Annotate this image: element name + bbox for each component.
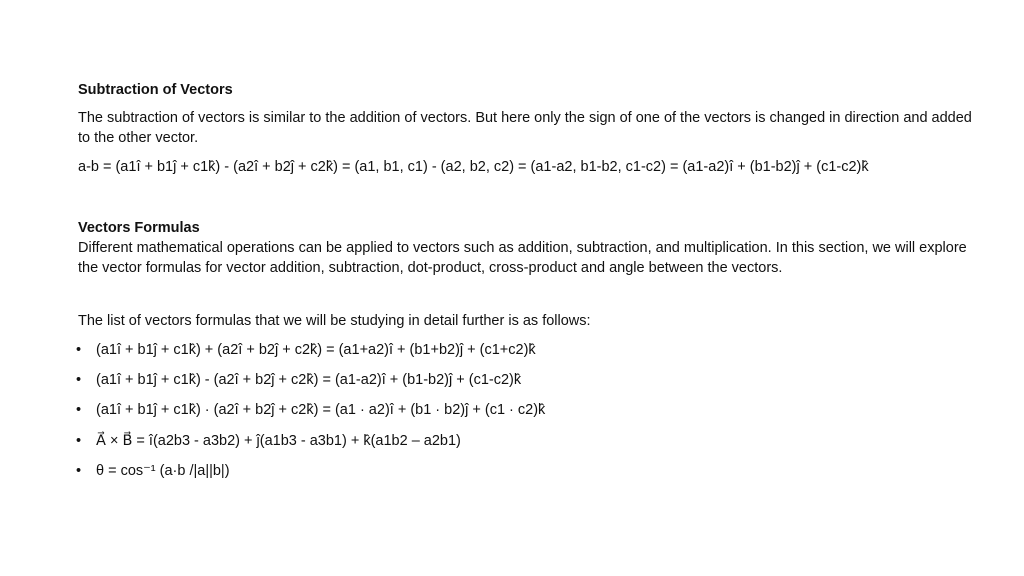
- list-item-text: θ = cos⁻¹ (a·b /|a||b|): [96, 463, 230, 479]
- bullet-glyph: •: [76, 342, 82, 358]
- list-item-text: (a1î + b1ĵ + c1k̂) + (a2î + b2ĵ + c2k̂) = (a1+a2)î + (b1+b2)ĵ + (c1+c2)k̂: [96, 342, 536, 358]
- list-item-text: A⃗ × B⃗ = î(a2b3 - a3b2) + ĵ(a1b3 - a3b1) + k̂(a1b2 – a2b1): [96, 433, 461, 449]
- subtraction-heading: Subtraction of Vectors: [78, 82, 233, 98]
- list-item-text: (a1î + b1ĵ + c1k̂) · (a2î + b2ĵ + c2k̂) = (a1 · a2)î + (b1 · b2)ĵ + (c1 · c2)k̂: [96, 402, 546, 418]
- list-item: [76, 340, 536, 360]
- subtraction-paragraph: The subtraction of vectors is similar to the addition of vectors. But here only the sign of one of the vectors is changed in direction and added to the other vector.: [78, 110, 972, 146]
- list-item-text: (a1î + b1ĵ + c1k̂) - (a2î + b2ĵ + c2k̂) = (a1-a2)î + (b1-b2)ĵ + (c1-c2)k̂: [96, 372, 522, 388]
- list-item: [76, 431, 461, 451]
- bullet-glyph: •: [76, 402, 82, 418]
- list-item: [76, 400, 545, 420]
- subtraction-formula: a-b = (a1î + b1ĵ + c1k̂) - (a2î + b2ĵ + c2k̂) = (a1, b1, c1) - (a2, b2, c2) = (a1-a2, b1-b2, c1-c2) = (a1-a2)î + (b1-b2)ĵ + (c1-c2)k̂: [78, 159, 869, 175]
- list-item: [76, 370, 521, 390]
- bullet-glyph: •: [76, 372, 82, 388]
- bullet-glyph: •: [76, 463, 82, 479]
- formulas-heading: Vectors Formulas: [78, 220, 200, 236]
- list-item: [76, 461, 230, 481]
- bullet-glyph: •: [76, 433, 82, 449]
- formulas-paragraph: Different mathematical operations can be applied to vectors such as addition, subtraction, and multiplication. In this section, we will explore the vector formulas for vector addition, subtraction, dot-product, cross-product and angle between the vectors.: [78, 240, 967, 276]
- list-intro: The list of vectors formulas that we will be studying in detail further is as follows:: [78, 313, 591, 329]
